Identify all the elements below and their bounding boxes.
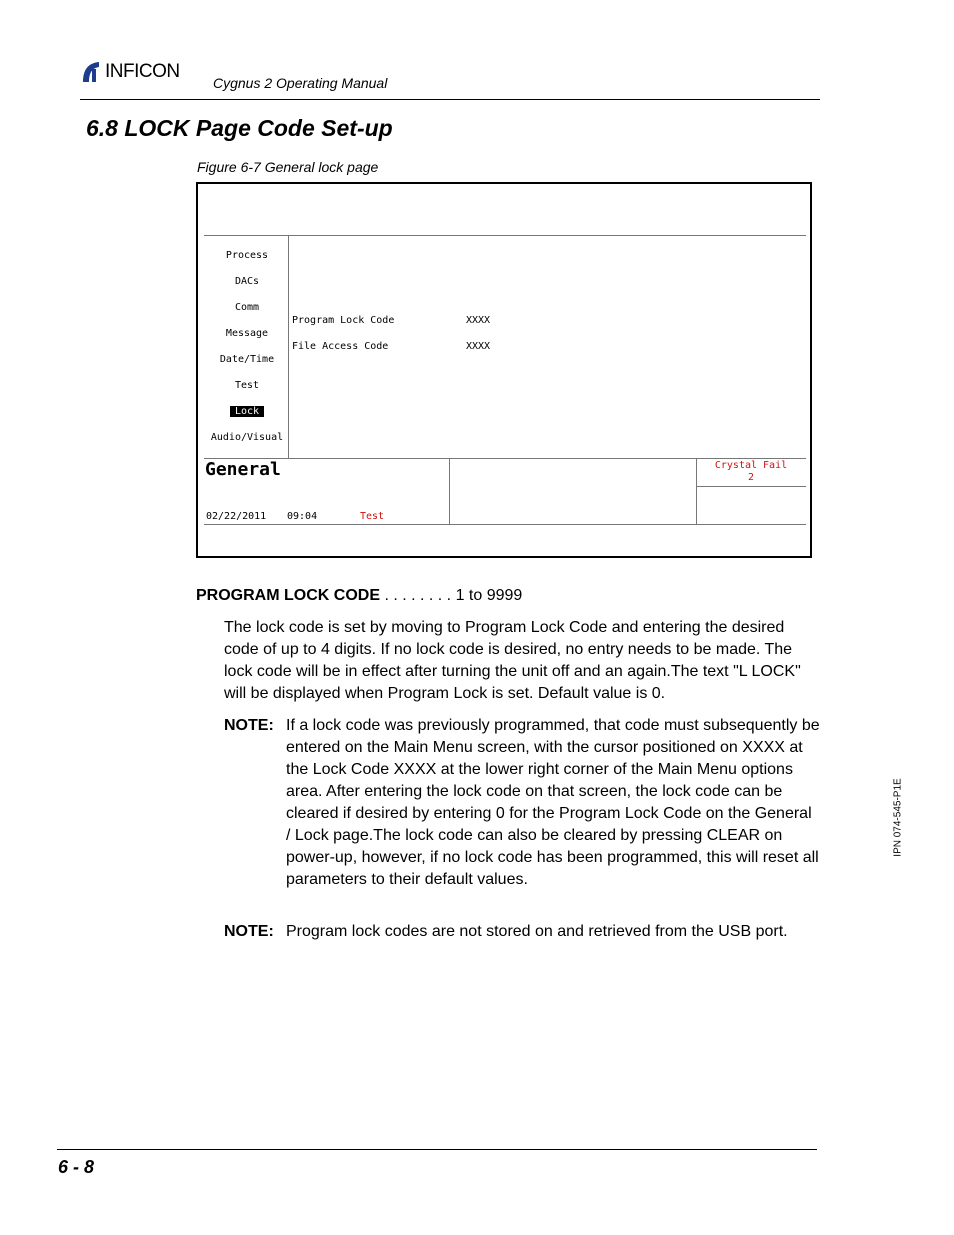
menu-item-date-time[interactable]: Date/Time (219, 354, 275, 365)
menu-divider (288, 236, 289, 458)
manual-title: Cygnus 2 Operating Manual (213, 75, 388, 91)
crystal-fail-label: Crystal Fail (714, 460, 788, 471)
program-lock-code-label: Program Lock Code (292, 315, 395, 326)
note-1-label: NOTE: (224, 717, 274, 734)
screen-date: 02/22/2011 (206, 511, 267, 522)
page-title: General (205, 459, 281, 480)
parameter-heading (196, 587, 522, 605)
screen-top-rule (204, 235, 806, 236)
note-2 (224, 921, 820, 943)
status-divider-left (449, 458, 450, 524)
file-access-code-label: File Access Code (292, 341, 389, 352)
menu-item-dacs[interactable]: DACs (234, 276, 260, 287)
parameter-dots: . . . . . . . . (380, 587, 456, 604)
note-2-text: Program lock codes are not stored on and retrieved from the USB port. (286, 923, 788, 940)
crystal-fail-number: 2 (747, 472, 755, 483)
menu-item-process[interactable]: Process (225, 250, 269, 261)
screen-time: 09:04 (287, 511, 318, 522)
footer-rule (57, 1149, 817, 1150)
mode-indicator: Test (360, 511, 385, 522)
header-rule (80, 99, 820, 100)
brand-name: INFICON (105, 61, 180, 82)
inficon-logo-icon (80, 60, 102, 84)
status-alarm-rule (696, 486, 806, 487)
description-paragraph: The lock code is set by moving to Program Lock Code and entering the desired code of up to 4 digits. If no lock code is desired, no entry needs to be made. The lock code will be in effect after turning the unit off and an again.The text "L LOCK" will be displayed when Program Lock is set. Default value is 0. (224, 619, 801, 702)
parameter-name: PROGRAM LOCK CODE (196, 587, 380, 604)
ipn-side-label: IPN 074-545-P1E (892, 778, 904, 857)
figure-caption: Figure 6-7 General lock page (197, 159, 379, 175)
menu-item-lock[interactable]: Lock (206, 406, 288, 418)
menu-item-audio-visual[interactable]: Audio/Visual (210, 432, 284, 443)
program-lock-code-value[interactable]: XXXX (466, 315, 491, 326)
file-access-code-value[interactable]: XXXX (466, 341, 491, 352)
note-2-label: NOTE: (224, 923, 274, 940)
note-1 (224, 715, 820, 891)
screen-figure (196, 182, 812, 558)
status-top-rule (204, 458, 806, 459)
crystal-fail-status (696, 460, 806, 484)
menu-item-message[interactable]: Message (225, 328, 269, 339)
parameter-range: 1 to 9999 (455, 587, 523, 604)
menu-item-test[interactable]: Test (234, 380, 260, 391)
menu-item-comm[interactable]: Comm (234, 302, 260, 313)
status-bottom-rule (204, 524, 806, 525)
note-1-text: If a lock code was previously programmed, that code must subsequently be entered on the Main Menu screen, with the cursor positioned on XXXX at the Lock Code XXXX at the lower right corner of the Main Menu options area. After entering the lock code on that screen, the lock code can be cleared if desired by entering 0 for the Program Lock Code on the General / Lock page.The lock code can also be cleared by pressing CLEAR on power-up, however, if no lock code has been programmed, this will reset all parameters to their default values. (286, 717, 820, 888)
inficon-logo (80, 58, 180, 86)
page-number: 6 - 8 (58, 1157, 95, 1177)
section-title: 6.8 LOCK Page Code Set-up (86, 115, 393, 141)
